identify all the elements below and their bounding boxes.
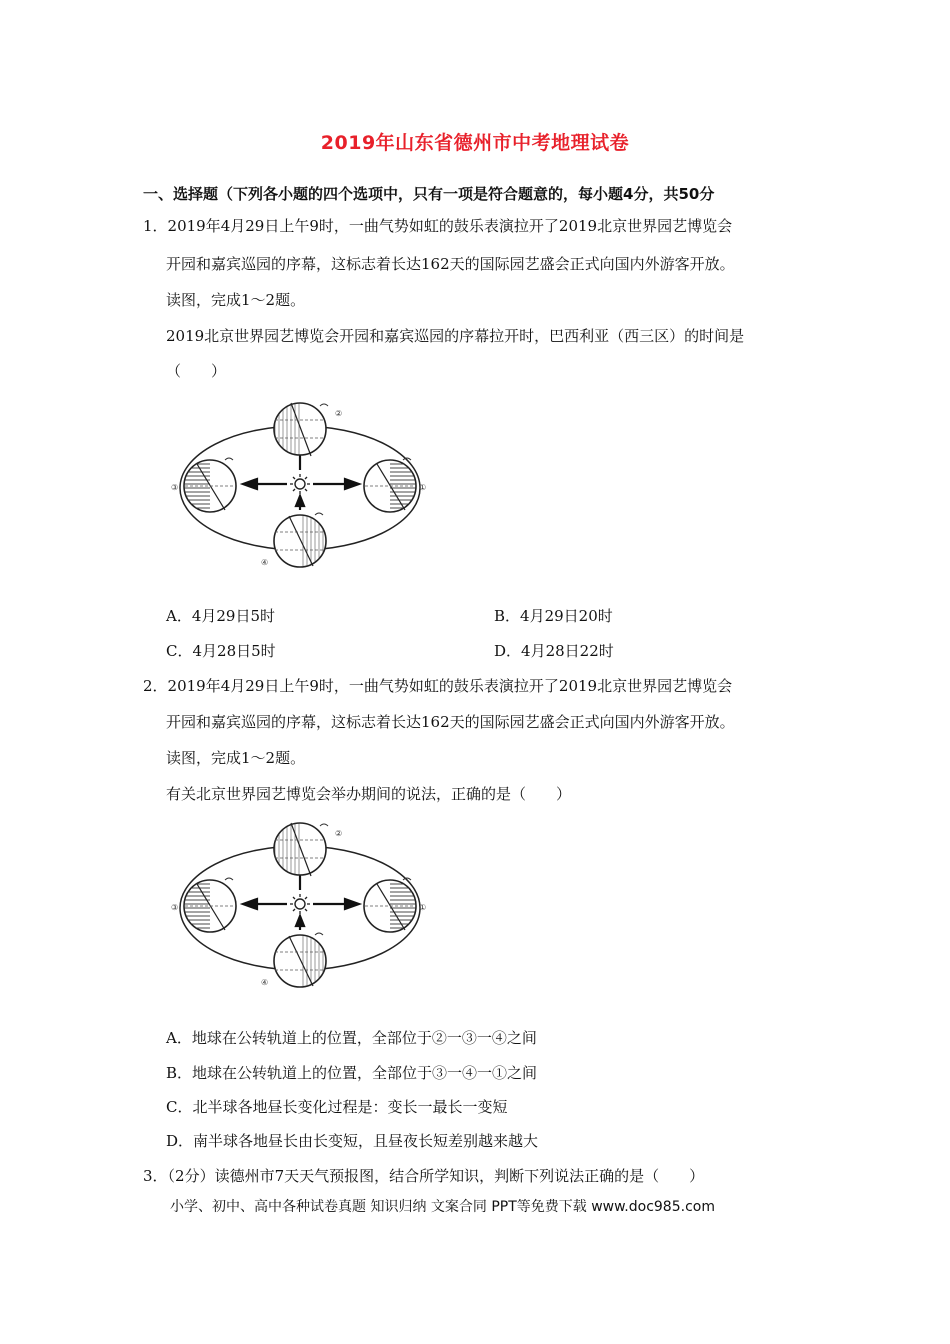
option-b: B．4月29日20时 bbox=[494, 607, 613, 625]
question-stem-line: （ ） bbox=[166, 362, 227, 380]
option-c: C．4月28日5时 bbox=[166, 642, 276, 660]
question-stem-line: 开园和嘉宾巡园的序幕，这标志着长达162天的国际园艺盛会正式向国内外游客开放。 bbox=[166, 713, 735, 731]
question-number: 1．2019年4月29日上午9时，一曲气势如虹的鼓乐表演拉开了2019北京世界园艺博览会 bbox=[143, 217, 733, 235]
option-d: D．南半球各地昼长由长变短，且昼夜长短差别越来越大 bbox=[166, 1132, 539, 1150]
option-d: D．4月28日22时 bbox=[494, 642, 614, 660]
question-stem-line: 读图，完成1～2题。 bbox=[166, 291, 306, 309]
question-number: 2．2019年4月29日上午9时，一曲气势如虹的鼓乐表演拉开了2019北京世界园艺博览会 bbox=[143, 677, 733, 695]
option-b: B．地球在公转轨道上的位置，全部位于③一④一①之间 bbox=[166, 1064, 538, 1082]
question-number: 3．（2分）读德州市7天天气预报图，结合所学知识，判断下列说法正确的是（ ） bbox=[143, 1167, 705, 1185]
footer-watermark: 小学、初中、高中各种试卷真题 知识归纳 文案合同 PPT等免费下载 www.doc985.com bbox=[170, 1199, 715, 1215]
question-stem-line: 2019北京世界园艺博览会开园和嘉宾巡园的序幕拉开时，巴西利亚（西三区）的时间是 bbox=[166, 327, 745, 345]
earth-orbit-diagram bbox=[165, 398, 445, 573]
question-stem-line: 读图，完成1～2题。 bbox=[166, 749, 306, 767]
page-title: 2019年山东省德州市中考地理试卷 bbox=[320, 132, 630, 154]
option-a: A．4月29日5时 bbox=[166, 607, 276, 625]
option-c: C．北半球各地昼长变化过程是：变长一最长一变短 bbox=[166, 1098, 508, 1116]
question-stem-line: 开园和嘉宾巡园的序幕，这标志着长达162天的国际园艺盛会正式向国内外游客开放。 bbox=[166, 255, 735, 273]
question-stem-line: 有关北京世界园艺博览会举办期间的说法，正确的是（ ） bbox=[166, 785, 572, 803]
option-a: A．地球在公转轨道上的位置，全部位于②一③一④之间 bbox=[166, 1029, 537, 1047]
earth-orbit-diagram bbox=[165, 818, 445, 993]
section-heading: 一、选择题（下列各小题的四个选项中，只有一项是符合题意的，每小题4分，共50分 bbox=[143, 185, 715, 203]
